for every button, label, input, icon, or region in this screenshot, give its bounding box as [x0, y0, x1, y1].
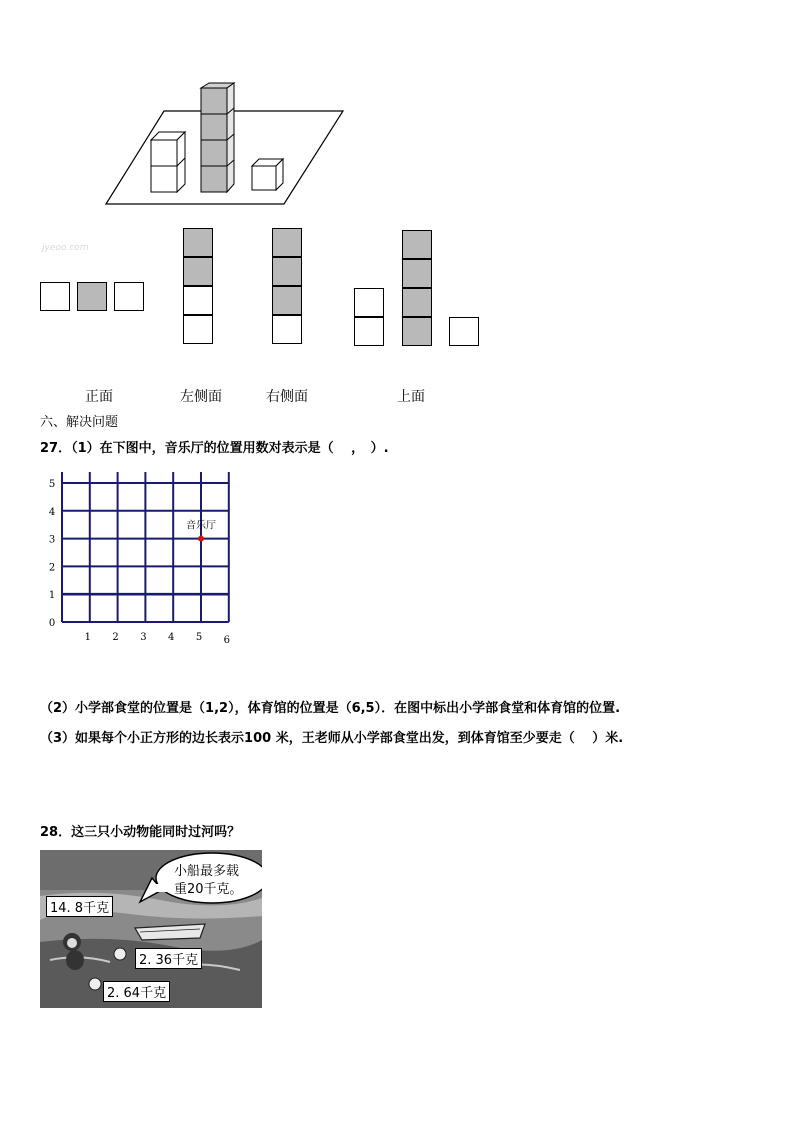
y-tick-label: 5: [48, 479, 56, 490]
x-tick-label: 1: [84, 632, 91, 643]
right-side-view: [272, 228, 302, 345]
y-tick-label: 4: [48, 506, 56, 518]
question-27-part-1: 27．（1）在下图中，音乐厅的位置用数对表示是（ ， ）.: [40, 441, 389, 456]
coordinate-grid: [40, 472, 240, 672]
right-view-label: 右侧面: [266, 389, 308, 405]
question-28: 28．这三只小动物能同时过河吗？: [40, 825, 241, 840]
x-tick-label: 4: [168, 632, 175, 643]
front-view: [40, 282, 144, 312]
x-tick-label: 3: [140, 632, 147, 643]
y-tick-label: 0: [48, 618, 56, 629]
square: [40, 282, 70, 311]
square: [183, 315, 213, 344]
question-27-part-3: （3）如果每个小正方形的边长表示100 米，王老师从小学部食堂出发，到体育馆至少要走（ ）米.: [40, 731, 624, 746]
y-tick-label: 3: [48, 534, 56, 546]
x-tick-label: 2: [112, 632, 119, 643]
square-shaded: [272, 228, 302, 257]
top-view: [354, 229, 480, 347]
speech-line-1: 小船最多载: [174, 864, 240, 879]
square: [449, 317, 479, 346]
section-title: 六、解决问题: [40, 415, 119, 430]
square: [114, 282, 144, 311]
square-shaded: [272, 286, 302, 315]
x-tick-label: 5: [195, 632, 203, 643]
square-shaded: [272, 257, 302, 286]
square: [354, 288, 384, 317]
top-view-label: 上面: [397, 389, 425, 405]
river-illustration: [40, 850, 262, 1008]
weight-label-monkey: 14. 8千克: [46, 896, 113, 917]
square-shaded: [402, 317, 432, 346]
square-shaded: [77, 282, 107, 311]
watermark: jyeoo.com: [42, 243, 89, 253]
square-shaded: [402, 288, 432, 317]
square: [183, 286, 213, 315]
weight-label-animal-3: 2. 64千克: [103, 981, 170, 1002]
x-tick-label: 6: [223, 635, 230, 646]
square-shaded: [183, 228, 213, 257]
speech-line-2: 重20千克。: [174, 882, 243, 897]
question-27-part-2: （2）小学部食堂的位置是（1,2），体育馆的位置是（6,5）．在图中标出小学部食堂和体育馆的位置.: [40, 701, 621, 716]
square-shaded: [183, 257, 213, 286]
weight-label-animal-2: 2. 36千克: [135, 948, 202, 969]
square-shaded: [402, 230, 432, 259]
square-shaded: [402, 259, 432, 288]
music-hall-label: 音乐厅: [186, 520, 216, 532]
square: [272, 315, 302, 344]
front-view-label: 正面: [85, 389, 113, 405]
left-side-view: [183, 228, 213, 345]
cube-stack-figure: [100, 82, 350, 208]
music-hall-point: [198, 536, 204, 542]
y-tick-label: 1: [48, 590, 56, 602]
y-tick-label: 2: [48, 562, 56, 574]
left-view-label: 左侧面: [180, 389, 222, 405]
square: [354, 317, 384, 346]
